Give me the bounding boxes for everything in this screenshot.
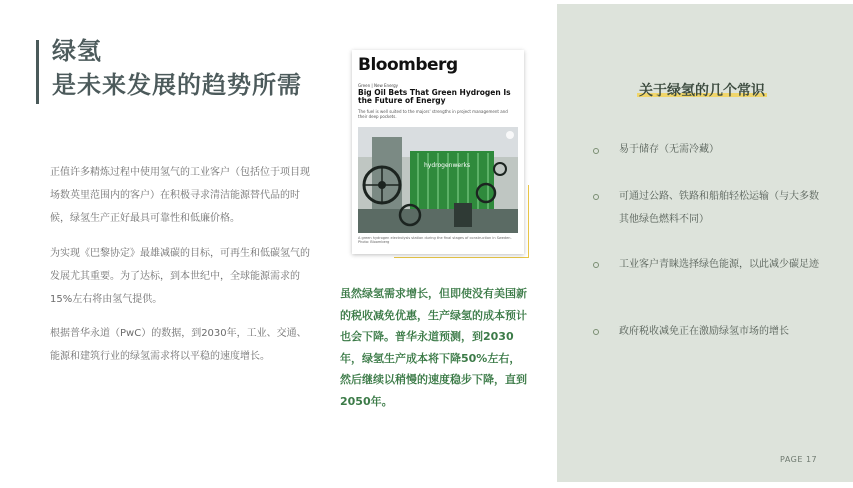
- article-headline: Big Oil Bets That Green Hydrogen Is the Future of Energy: [358, 88, 511, 105]
- fact-item-3: 工业客户青睐选择绿色能源，以此减少碳足迹: [619, 259, 819, 270]
- article-photo: [358, 127, 518, 233]
- bullet-circle-icon: [593, 329, 599, 335]
- article-section: Green | New Energy: [358, 83, 399, 88]
- highlight-paragraph: 虽然绿氢需求增长，但即使没有美国新的税收减免优惠，生产绿氢的成本预计也会下降。普华永道预测，到2030年，绿氢生产成本将下降50%左右，然后继续以稍慢的速度稳步下降，直到2050年。: [340, 287, 527, 408]
- body-paragraph-1: 正值许多精炼过程中使用氢气的工业客户（包括位于项目现场数英里范围内的客户）在积极寻求清洁能源替代品的时候，绿氢生产正好最具可靠性和低廉价格。: [50, 167, 310, 224]
- page-number: PAGE 17: [780, 455, 818, 464]
- body-paragraph-2: 为实现《巴黎协定》最雄减碳的目标，可再生和低碳氢气的发展尤其重要。为了达标，到本世纪中，全球能源需求的15%左右将由氢气提供。: [50, 248, 310, 305]
- bloomberg-article-image: [352, 50, 524, 254]
- fact-item-1: 易于储存（无需冷藏）: [619, 144, 719, 155]
- article-caption: A green hydrogen electrolysis station during the final stages of construction in Sweden. Photo: Bloomberg: [358, 236, 512, 244]
- title-line-2: 是未来发展的趋势所需: [52, 71, 302, 99]
- fact-item-2: 可通过公路、铁路和船舶轻松运输（与大多数其他绿色燃料不同）: [619, 191, 819, 225]
- body-paragraph-3: 根据普华永道（PwC）的数据，到2030年，工业、交通、能源和建筑行业的绿氢需求将以平稳的速度增长。: [50, 328, 307, 362]
- fact-item-4: 政府税收减免正在激励绿氢市场的增长: [619, 326, 789, 337]
- bullet-circle-icon: [593, 148, 599, 154]
- title-accent-bar: [36, 40, 39, 104]
- title-line-1: 绿氢: [52, 37, 102, 65]
- facts-panel: [557, 4, 853, 482]
- bullet-circle-icon: [593, 262, 599, 268]
- bullet-circle-icon: [593, 194, 599, 200]
- article-dek: The fuel is well suited to the majors' strengths in project management and their deep pockets.: [358, 109, 508, 119]
- facts-title: 关于绿氢的几个常识: [637, 80, 767, 100]
- article-brand: Bloomberg: [358, 55, 458, 75]
- photo-sign-text: hydrogenwerks: [424, 162, 471, 169]
- slide-title: [52, 34, 302, 102]
